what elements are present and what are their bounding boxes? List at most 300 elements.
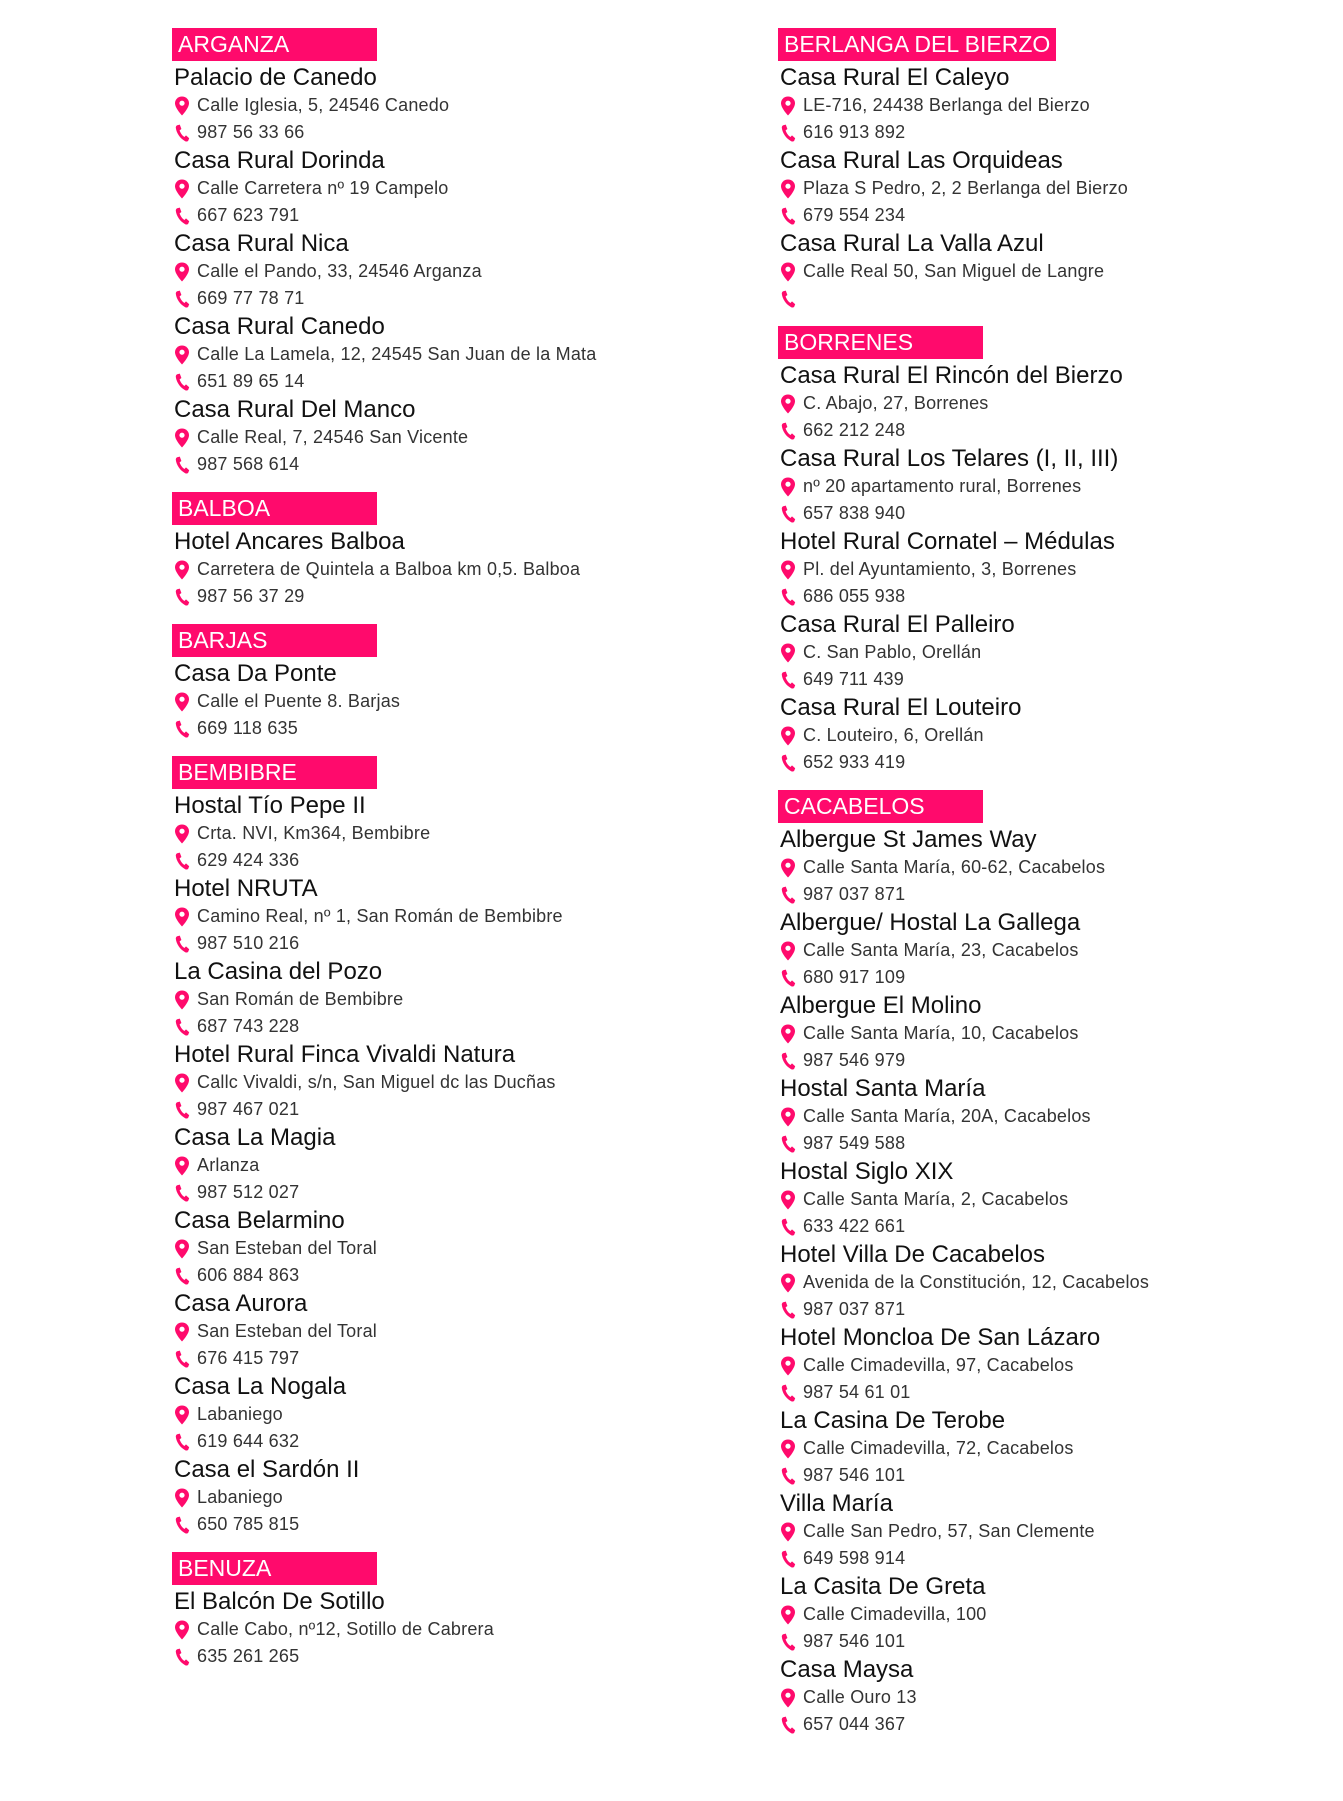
section-header: BARJAS (172, 624, 377, 657)
address-line (174, 688, 732, 715)
address-text: Calle Santa María, 20A, Cacabelos (803, 1106, 1091, 1126)
listing-entry (174, 1372, 732, 1455)
phone-icon (174, 1017, 190, 1037)
phone-line[interactable] (780, 1213, 1338, 1240)
map-pin-icon (174, 1405, 190, 1425)
address-text: Calle Real, 7, 24546 San Vicente (197, 427, 469, 447)
phone-number[interactable]: 649 598 914 (803, 1548, 906, 1568)
listing-name: Hostal Santa María (780, 1075, 986, 1102)
address-line (174, 556, 732, 583)
map-pin-icon (174, 824, 190, 844)
section-header: BALBOA (172, 492, 377, 525)
listing-entry (780, 361, 1338, 444)
address-line (174, 903, 732, 930)
address-text: C. Abajo, 27, Borrenes (803, 393, 989, 413)
map-pin-icon (174, 1620, 190, 1640)
phone-line[interactable] (780, 202, 1338, 229)
address-line (174, 1152, 732, 1179)
listing-entry (174, 1040, 732, 1123)
map-pin-icon (174, 1322, 190, 1342)
address-text: San Román de Bembibre (197, 989, 404, 1009)
section (172, 1552, 732, 1670)
address-text: Calle Santa María, 10, Cacabelos (803, 1023, 1079, 1043)
section (778, 790, 1338, 1738)
phone-number[interactable]: 667 623 791 (197, 205, 300, 225)
address-text: Carretera de Quintela a Balboa km 0,5. Balboa (197, 559, 581, 579)
listing-entry (780, 610, 1338, 693)
map-pin-icon (174, 96, 190, 116)
listing-name: Hotel Rural Cornatel – Médulas (780, 528, 1115, 555)
map-pin-icon (780, 1190, 796, 1210)
map-pin-icon (174, 560, 190, 580)
phone-line[interactable] (780, 417, 1338, 444)
phone-number[interactable]: 633 422 661 (803, 1216, 906, 1236)
phone-number[interactable]: 619 644 632 (197, 1431, 300, 1451)
phone-number[interactable]: 657 838 940 (803, 503, 906, 523)
phone-line[interactable] (780, 881, 1338, 908)
phone-line[interactable] (780, 1628, 1338, 1655)
listing-entry (174, 1455, 732, 1538)
phone-number[interactable]: 987 467 021 (197, 1099, 300, 1119)
address-text: Calle Santa María, 2, Cacabelos (803, 1189, 1069, 1209)
listing-name: Palacio de Canedo (174, 64, 377, 91)
phone-icon (780, 1300, 796, 1320)
phone-line[interactable] (174, 451, 732, 478)
phone-line[interactable] (174, 368, 732, 395)
listing-entry (174, 395, 732, 478)
phone-number[interactable]: 987 037 871 (803, 884, 906, 904)
address-text: C. Louteiro, 6, Orellán (803, 725, 984, 745)
phone-number[interactable]: 987 512 027 (197, 1182, 300, 1202)
listing-entry (780, 825, 1338, 908)
phone-icon (780, 1134, 796, 1154)
phone-icon (780, 968, 796, 988)
phone-icon (174, 455, 190, 475)
phone-number[interactable]: 629 424 336 (197, 850, 300, 870)
listing-name: Casa Rural El Louteiro (780, 694, 1022, 721)
phone-icon (780, 1549, 796, 1569)
listing-entry (174, 527, 732, 610)
listing-entry (174, 1206, 732, 1289)
address-line (174, 1616, 732, 1643)
phone-line[interactable] (174, 285, 732, 312)
map-pin-icon (174, 1156, 190, 1176)
address-line (780, 92, 1338, 119)
address-text: Camino Real, nº 1, San Román de Bembibre (197, 906, 563, 926)
phone-line[interactable] (174, 583, 732, 610)
listing-entry (174, 312, 732, 395)
listing-entry (780, 1323, 1338, 1406)
phone-line[interactable] (174, 1428, 732, 1455)
listing-entry (780, 1406, 1338, 1489)
address-line (174, 341, 732, 368)
section-header: CACABELOS (778, 790, 983, 823)
listing-name: Casa La Magia (174, 1124, 336, 1151)
phone-number[interactable]: 987 546 979 (803, 1050, 906, 1070)
listing-entry (174, 229, 732, 312)
phone-number[interactable]: 987 56 37 29 (197, 586, 305, 606)
map-pin-icon (780, 1024, 796, 1044)
map-pin-icon (780, 858, 796, 878)
address-line (780, 473, 1338, 500)
map-pin-icon (780, 179, 796, 199)
listing-name: Casa Rural Los Telares (I, II, III) (780, 445, 1119, 472)
address-line (780, 722, 1338, 749)
phone-icon (174, 587, 190, 607)
phone-icon (174, 1349, 190, 1369)
address-text: Calle Cimadevilla, 72, Cacabelos (803, 1438, 1074, 1458)
phone-icon (780, 587, 796, 607)
phone-number[interactable]: 635 261 265 (197, 1646, 300, 1666)
listing-name: Casa Rural El Palleiro (780, 611, 1015, 638)
address-text: Calle Cimadevilla, 100 (803, 1604, 987, 1624)
listing-name: Hotel Villa De Cacabelos (780, 1241, 1046, 1268)
address-line (780, 854, 1338, 881)
phone-line[interactable] (174, 847, 732, 874)
address-line (780, 1186, 1338, 1213)
map-pin-icon (174, 262, 190, 282)
map-pin-icon (780, 1439, 796, 1459)
phone-icon (174, 851, 190, 871)
address-line (780, 1269, 1338, 1296)
listing-entry (780, 527, 1338, 610)
phone-line[interactable] (174, 1179, 732, 1206)
address-text: Crta. NVI, Km364, Bembibre (197, 823, 431, 843)
section (778, 28, 1338, 312)
address-text: Calle Cimadevilla, 97, Cacabelos (803, 1355, 1074, 1375)
phone-icon (174, 1183, 190, 1203)
phone-line[interactable] (174, 1013, 732, 1040)
address-text: Plaza S Pedro, 2, 2 Berlanga del Bierzo (803, 178, 1128, 198)
address-line (780, 258, 1338, 285)
listing-entry (780, 229, 1338, 312)
map-pin-icon (174, 1239, 190, 1259)
phone-line[interactable] (780, 666, 1338, 693)
map-pin-icon (780, 1107, 796, 1127)
phone-line[interactable] (174, 715, 732, 742)
phone-icon (780, 885, 796, 905)
address-line (780, 937, 1338, 964)
listing-entry (174, 146, 732, 229)
phone-line[interactable] (174, 930, 732, 957)
listing-entry (780, 1074, 1338, 1157)
section-header: BEMBIBRE (172, 756, 377, 789)
address-text: Calle San Pedro, 57, San Clemente (803, 1521, 1095, 1541)
address-line (780, 556, 1338, 583)
address-line (780, 1684, 1338, 1711)
phone-icon (174, 934, 190, 954)
phone-icon (174, 206, 190, 226)
listing-name: Hotel NRUTA (174, 875, 318, 902)
phone-line[interactable] (780, 1130, 1338, 1157)
phone-line[interactable] (780, 583, 1338, 610)
phone-number[interactable]: 687 743 228 (197, 1016, 300, 1036)
phone-line[interactable] (780, 1462, 1338, 1489)
phone-number[interactable]: 662 212 248 (803, 420, 906, 440)
map-pin-icon (780, 1688, 796, 1708)
listing-entry (780, 1655, 1338, 1738)
listing-name: La Casina De Terobe (780, 1407, 1006, 1434)
address-line (780, 175, 1338, 202)
phone-line[interactable] (780, 285, 1338, 312)
phone-line[interactable] (174, 202, 732, 229)
listing-entry (780, 908, 1338, 991)
listing-name: Albergue El Molino (780, 992, 982, 1019)
address-line (174, 1069, 732, 1096)
phone-number[interactable]: 987 037 871 (803, 1299, 906, 1319)
phone-number[interactable]: 987 510 216 (197, 933, 300, 953)
address-line (780, 1518, 1338, 1545)
phone-line[interactable] (780, 1296, 1338, 1323)
phone-icon (780, 670, 796, 690)
address-text: nº 20 apartamento rural, Borrenes (803, 476, 1082, 496)
map-pin-icon (174, 345, 190, 365)
address-text: Calle Real 50, San Miguel de Langre (803, 261, 1105, 281)
left-column (172, 28, 732, 1684)
address-line (780, 1352, 1338, 1379)
phone-number[interactable]: 606 884 863 (197, 1265, 300, 1285)
section-header: BENUZA (172, 1552, 377, 1585)
map-pin-icon (780, 96, 796, 116)
phone-number[interactable]: 651 89 65 14 (197, 371, 305, 391)
listing-name: Casa Da Ponte (174, 660, 337, 687)
map-pin-icon (174, 1488, 190, 1508)
section (172, 756, 732, 1538)
address-line (174, 424, 732, 451)
address-line (174, 1235, 732, 1262)
address-text: C. San Pablo, Orellán (803, 642, 982, 662)
address-line (780, 390, 1338, 417)
phone-icon (780, 206, 796, 226)
address-text: Labaniego (197, 1404, 283, 1424)
address-line (174, 258, 732, 285)
address-text: Calle Cabo, nº12, Sotillo de Cabrera (197, 1619, 494, 1639)
phone-icon (174, 1647, 190, 1667)
listing-name: Hostal Siglo XIX (780, 1158, 954, 1185)
listing-name: Casa Rural Nica (174, 230, 349, 257)
listing-entry (174, 874, 732, 957)
phone-line[interactable] (780, 1379, 1338, 1406)
phone-icon (780, 1632, 796, 1652)
listing-entry (780, 146, 1338, 229)
listing-name: Casa Maysa (780, 1656, 914, 1683)
right-column (778, 28, 1338, 1752)
section (778, 326, 1338, 776)
listing-entry (780, 1157, 1338, 1240)
map-pin-icon (780, 262, 796, 282)
phone-number[interactable]: 987 546 101 (803, 1631, 906, 1651)
listing-entry (174, 957, 732, 1040)
phone-line[interactable] (780, 1047, 1338, 1074)
listing-name: Casa el Sardón II (174, 1456, 360, 1483)
listing-entry (174, 63, 732, 146)
phone-number[interactable]: 680 917 109 (803, 967, 906, 987)
address-line (174, 175, 732, 202)
map-pin-icon (174, 990, 190, 1010)
phone-line[interactable] (174, 1511, 732, 1538)
listing-entry (780, 991, 1338, 1074)
address-line (174, 92, 732, 119)
listing-name: El Balcón De Sotillo (174, 1588, 385, 1615)
phone-line[interactable] (780, 119, 1338, 146)
phone-icon (174, 1515, 190, 1535)
address-line (174, 1484, 732, 1511)
listing-entry (174, 791, 732, 874)
phone-icon (780, 1383, 796, 1403)
listing-entry (780, 1240, 1338, 1323)
map-pin-icon (780, 477, 796, 497)
map-pin-icon (780, 560, 796, 580)
phone-number[interactable]: 650 785 815 (197, 1514, 300, 1534)
map-pin-icon (780, 643, 796, 663)
map-pin-icon (174, 179, 190, 199)
listing-name: Casa Belarmino (174, 1207, 345, 1234)
phone-icon (780, 504, 796, 524)
section-header: BERLANGA DEL BIERZO (778, 28, 1056, 61)
phone-line[interactable] (780, 964, 1338, 991)
listing-name: Casa Rural Canedo (174, 313, 385, 340)
listing-name: Villa María (780, 1490, 893, 1517)
phone-line[interactable] (780, 1545, 1338, 1572)
phone-line[interactable] (780, 749, 1338, 776)
phone-icon (780, 421, 796, 441)
listing-entry (780, 1489, 1338, 1572)
phone-number[interactable]: 987 546 101 (803, 1465, 906, 1485)
listing-name: Hotel Rural Finca Vivaldi Natura (174, 1041, 516, 1068)
address-line (780, 1020, 1338, 1047)
phone-icon (780, 1466, 796, 1486)
listing-name: Casa Rural Del Manco (174, 396, 416, 423)
phone-number[interactable]: 987 56 33 66 (197, 122, 305, 142)
listing-name: Casa Rural El Caleyo (780, 64, 1010, 91)
listing-entry (174, 1587, 732, 1670)
address-text: Calle Santa María, 60-62, Cacabelos (803, 857, 1106, 877)
listing-name: Casa Rural El Rincón del Bierzo (780, 362, 1123, 389)
address-text: Labaniego (197, 1487, 283, 1507)
address-text: LE-716, 24438 Berlanga del Bierzo (803, 95, 1090, 115)
section (172, 28, 732, 478)
listing-name: Casa Rural La Valla Azul (780, 230, 1044, 257)
listing-entry (780, 693, 1338, 776)
address-line (780, 1601, 1338, 1628)
listing-name: Hostal Tío Pepe II (174, 792, 366, 819)
map-pin-icon (174, 692, 190, 712)
phone-number[interactable]: 987 549 588 (803, 1133, 906, 1153)
phone-number[interactable]: 616 913 892 (803, 122, 906, 142)
listing-entry (780, 63, 1338, 146)
address-line (174, 820, 732, 847)
address-text: Calle Santa María, 23, Cacabelos (803, 940, 1079, 960)
address-text: Calle La Lamela, 12, 24545 San Juan de la Mata (197, 344, 597, 364)
listing-name: Albergue St James Way (780, 826, 1037, 853)
address-line (174, 986, 732, 1013)
address-line (174, 1401, 732, 1428)
phone-icon (174, 372, 190, 392)
phone-icon (780, 1217, 796, 1237)
address-text: Callc Vivaldi, s/n, San Miguel dc las Ducñas (197, 1072, 556, 1092)
address-text: San Esteban del Toral (197, 1321, 377, 1341)
map-pin-icon (174, 907, 190, 927)
address-text: San Esteban del Toral (197, 1238, 377, 1258)
listing-entry (174, 659, 732, 742)
address-text: Calle Carretera nº 19 Campelo (197, 178, 449, 198)
listing-name: Casa Rural Las Orquideas (780, 147, 1063, 174)
phone-number[interactable]: 987 568 614 (197, 454, 300, 474)
listing-entry (174, 1123, 732, 1206)
phone-number[interactable]: 652 933 419 (803, 752, 906, 772)
section (172, 624, 732, 742)
address-text: Pl. del Ayuntamiento, 3, Borrenes (803, 559, 1077, 579)
map-pin-icon (780, 394, 796, 414)
phone-line[interactable] (174, 1345, 732, 1372)
map-pin-icon (780, 1273, 796, 1293)
listing-name: Hotel Moncloa De San Lázaro (780, 1324, 1101, 1351)
address-line (174, 1318, 732, 1345)
address-text: Calle el Pando, 33, 24546 Arganza (197, 261, 482, 281)
phone-icon (780, 123, 796, 143)
address-text: Avenida de la Constitución, 12, Cacabelos (803, 1272, 1150, 1292)
listing-entry (780, 444, 1338, 527)
phone-icon (174, 1100, 190, 1120)
phone-line[interactable] (780, 500, 1338, 527)
phone-icon (174, 1432, 190, 1452)
address-line (780, 1435, 1338, 1462)
phone-icon (174, 1266, 190, 1286)
phone-number[interactable]: 669 77 78 71 (197, 288, 305, 308)
listing-name: La Casita De Greta (780, 1573, 986, 1600)
listing-name: Casa Rural Dorinda (174, 147, 385, 174)
map-pin-icon (780, 941, 796, 961)
phone-number[interactable]: 657 044 367 (803, 1714, 906, 1734)
map-pin-icon (780, 1356, 796, 1376)
map-pin-icon (174, 428, 190, 448)
phone-icon (174, 289, 190, 309)
listing-name: La Casina del Pozo (174, 958, 383, 985)
map-pin-icon (780, 1522, 796, 1542)
map-pin-icon (174, 1073, 190, 1093)
phone-number[interactable]: 679 554 234 (803, 205, 906, 225)
phone-icon (780, 1051, 796, 1071)
phone-icon (780, 289, 796, 309)
address-line (780, 1103, 1338, 1130)
address-text: Arlanza (197, 1155, 260, 1175)
phone-line[interactable] (174, 119, 732, 146)
listing-entry (780, 1572, 1338, 1655)
map-pin-icon (780, 726, 796, 746)
phone-line[interactable] (174, 1262, 732, 1289)
phone-number[interactable]: 649 711 439 (803, 669, 904, 689)
phone-icon (780, 753, 796, 773)
section-header: BORRENES (778, 326, 983, 359)
address-line (780, 639, 1338, 666)
phone-number[interactable]: 987 54 61 01 (803, 1382, 911, 1402)
listing-name: Hotel Ancares Balboa (174, 528, 405, 555)
phone-line[interactable] (174, 1096, 732, 1123)
phone-number[interactable]: 669 118 635 (197, 718, 298, 738)
listing-name: Casa Aurora (174, 1290, 308, 1317)
phone-number[interactable]: 676 415 797 (197, 1348, 300, 1368)
phone-line[interactable] (174, 1643, 732, 1670)
section (172, 492, 732, 610)
phone-line[interactable] (780, 1711, 1338, 1738)
address-text: Calle el Puente 8. Barjas (197, 691, 401, 711)
phone-icon (174, 123, 190, 143)
phone-icon (780, 1715, 796, 1735)
address-text: Calle Iglesia, 5, 24546 Canedo (197, 95, 450, 115)
section-header: ARGANZA (172, 28, 377, 61)
listing-entry (174, 1289, 732, 1372)
phone-number[interactable]: 686 055 938 (803, 586, 906, 606)
